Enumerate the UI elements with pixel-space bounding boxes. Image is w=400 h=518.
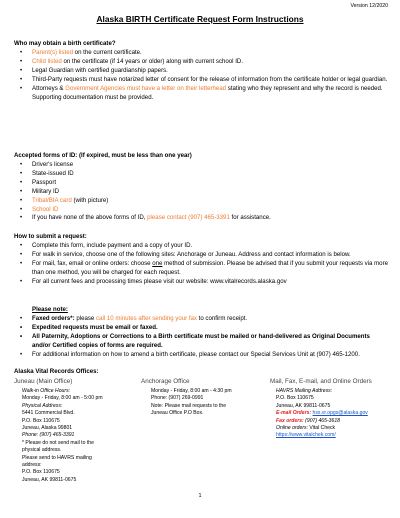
page-number: 1 bbox=[198, 493, 202, 499]
list-item: • All Paternity, Adoptions or Corrections to a Birth certificate must be mailed or hand-delivered as Original Documents and/or Certified copies of forms are required. bbox=[14, 333, 390, 351]
who-list bbox=[14, 49, 390, 102]
submit-heading: How to submit a request: bbox=[14, 233, 87, 240]
list-item: • Tribal/BIA card (with picture) bbox=[14, 197, 390, 206]
list-item: • Driver's license bbox=[14, 161, 390, 170]
who-heading: Who may obtain a birth certificate? bbox=[14, 40, 116, 47]
vitalchek-link[interactable]: https://www.vitalchek.com/ bbox=[276, 432, 336, 439]
list-item: • Military ID bbox=[14, 188, 390, 197]
list-item: • For all current fees and processing times please visit our website: www.vitalrecords.alaska.gov bbox=[14, 278, 390, 287]
version-label: Version 12/2020 bbox=[350, 3, 388, 9]
list-item: • Expedited requests must be email or faxed. bbox=[14, 324, 390, 333]
list-item: • Passport bbox=[14, 179, 390, 188]
email-link[interactable]: hss.vr.opgs@alaska.gov bbox=[312, 410, 368, 417]
list-item: • Child listed on the certificate (if 14 years or older) along with current school ID. bbox=[14, 58, 390, 67]
list-item: • For additional information on how to amend a birth certificate, please contact our Special Services Unit at (907) 465-1200. bbox=[14, 351, 390, 360]
list-item: • Third-Party requests must have notarized letter of consent for the release of information from the certificate holder or legal guardian. bbox=[14, 76, 390, 85]
submit-list bbox=[14, 242, 390, 287]
list-item: • Complete this form, include payment and a copy of your ID. bbox=[14, 242, 390, 251]
list-item: • Parent(s) listed on the current certificate. bbox=[14, 49, 390, 58]
list-item: • For mail, fax, email or online orders: choose one method of submission. Please be advised that if you submit your requests via more than one method, you will be charged for each request. bbox=[14, 260, 390, 278]
list-item: • School ID bbox=[14, 206, 390, 215]
anchorage-office-block: Monday - Friday, 8:00 am - 4:30 pm Phone: (907) 269-0991 Note: Please mail requests to the Juneau Office P.O Box. bbox=[151, 388, 232, 417]
offices-heading: Alaska Vital Records Offices: bbox=[14, 368, 99, 375]
list-item: • If you have none of the above forms of ID, please contact (907) 465-3391 for assistance. bbox=[14, 214, 282, 223]
list-item: • For walk in service, choose one of the following sites: Anchorage or Juneau. Address and contact information is below. bbox=[14, 251, 390, 260]
page-title: Alaska BIRTH Certificate Request Form Instructions bbox=[96, 14, 304, 24]
mail-orders-block: HAVRS Mailing Address: P.O. Box 110675 Juneau, AK 99811-0675 E-mail Orders: hss.vr.opgs@alaska.gov Fax orders: (907) 465-3618 Online orders: Vital Check https://www.vitalchek.com/ bbox=[276, 388, 394, 440]
anchorage-office-title: Anchorage Office bbox=[141, 378, 190, 385]
notes-list bbox=[14, 315, 390, 360]
juneau-office-title: Juneau (Main Office) bbox=[14, 378, 73, 385]
list-item: • Attorneys & Government Agencies must have a letter on their letterhead stating who they represent and why the record is needed. Supporting documentation must be provided. bbox=[14, 85, 390, 103]
list-item: • Faxed orders*: please call 10 minutes after sending your fax to confirm receipt. bbox=[14, 315, 390, 324]
list-item: • Legal Guardian with certified guardianship papers. bbox=[14, 67, 390, 76]
please-note-label: Please note: bbox=[32, 306, 68, 313]
mail-orders-title: Mail, Fax, E-mail, and Online Orders bbox=[270, 378, 372, 385]
ids-heading: Accepted forms of ID: (If expired, must be less than one year) bbox=[14, 152, 192, 159]
ids-list bbox=[14, 161, 390, 223]
list-item: • State-issued ID bbox=[14, 170, 390, 179]
juneau-office-block: Walk-in Office Hours: Monday - Friday, 8:00 am - 5:00 pm Physical Address: 5441 Commercial Blvd. P.O. Box 110675 Juneau, Alaska 99801 Phone: (907) 465-3391 * Please do not send mail to the physical address. Please send to HAVRS mailing address: P.O. Box 110675 Juneau, AK 99811-0675 bbox=[22, 388, 103, 483]
